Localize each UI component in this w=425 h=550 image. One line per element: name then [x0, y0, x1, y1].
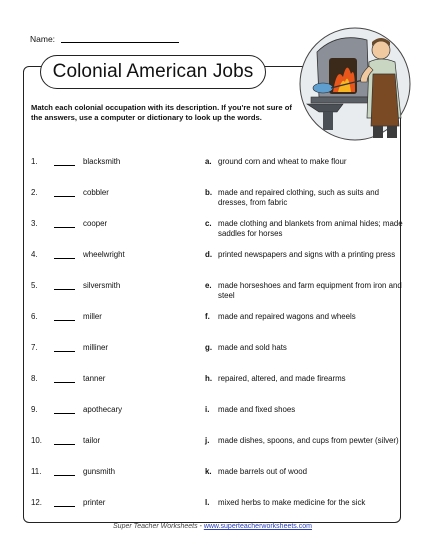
occupation-description: made and sold hats — [218, 343, 287, 352]
description-letter: j. — [205, 436, 210, 445]
answer-blank[interactable] — [54, 382, 75, 383]
list-item — [0, 219, 425, 241]
item-number: 9. — [31, 405, 38, 414]
item-number: 1. — [31, 157, 38, 166]
description-letter: k. — [205, 467, 212, 476]
occupation-description: made and repaired clothing, such as suits and dresses, from fabric — [218, 188, 379, 207]
description-letter: a. — [205, 157, 212, 166]
item-number: 8. — [31, 374, 38, 383]
answer-blank[interactable] — [54, 165, 75, 166]
occupation-name: wheelwright — [83, 250, 125, 259]
description-letter: d. — [205, 250, 213, 259]
footer-link[interactable]: www.superteacherworksheets.com — [203, 523, 312, 530]
occupation-name: cobbler — [83, 188, 109, 197]
item-number: 6. — [31, 312, 38, 321]
item-number: 12. — [31, 498, 42, 507]
occupation-name: blacksmith — [83, 157, 121, 166]
occupation-name: milliner — [83, 343, 108, 352]
answer-blank[interactable] — [54, 289, 75, 290]
occupation-name: tanner — [83, 374, 106, 383]
description-letter: i. — [205, 405, 210, 414]
description-letter: e. — [205, 281, 212, 290]
occupation-description: made dishes, spoons, and cups from pewter (silver) — [218, 436, 399, 445]
answer-blank[interactable] — [54, 351, 75, 352]
occupation-name: apothecary — [83, 405, 123, 414]
description-letter: g. — [205, 343, 213, 352]
occupation-description: made and repaired wagons and wheels — [218, 312, 356, 321]
answer-blank[interactable] — [54, 196, 75, 197]
name-blank-line[interactable] — [61, 42, 179, 43]
occupation-description: made clothing and blankets from animal hides; made saddles for horses — [218, 219, 403, 238]
answer-blank[interactable] — [54, 475, 75, 476]
footer-brand: Super Teacher Worksheets — [113, 523, 198, 530]
occupation-description: mixed herbs to make medicine for the sick — [218, 498, 366, 507]
answer-blank[interactable] — [54, 444, 75, 445]
occupation-description: ground corn and wheat to make flour — [218, 157, 347, 166]
list-item — [0, 436, 425, 458]
name-field — [30, 34, 179, 44]
occupation-name: printer — [83, 498, 106, 507]
list-item — [0, 281, 425, 303]
list-item — [0, 312, 425, 334]
list-item — [0, 188, 425, 210]
occupation-name: miller — [83, 312, 102, 321]
occupation-name: silversmith — [83, 281, 121, 290]
occupation-name: gunsmith — [83, 467, 116, 476]
instructions: Match each colonial occupation with its description. If you're not sure of the answers, use a computer or dictionary to look up the words. — [31, 103, 292, 122]
item-number: 4. — [31, 250, 38, 259]
answer-blank[interactable] — [54, 227, 75, 228]
list-item — [0, 467, 425, 489]
footer-separator: - — [197, 523, 204, 530]
page-title: Colonial American Jobs — [40, 55, 266, 89]
footer — [0, 523, 425, 530]
item-number: 3. — [31, 219, 38, 228]
occupation-name: tailor — [83, 436, 101, 445]
item-number: 7. — [31, 343, 38, 352]
item-number: 2. — [31, 188, 38, 197]
occupation-description: made horseshoes and farm equipment from iron and steel — [218, 281, 402, 300]
description-letter: l. — [205, 498, 210, 507]
occupation-description: repaired, altered, and made firearms — [218, 374, 346, 383]
item-number: 5. — [31, 281, 38, 290]
answer-blank[interactable] — [54, 320, 75, 321]
description-letter: h. — [205, 374, 213, 383]
list-item — [0, 250, 425, 272]
item-number: 10. — [31, 436, 42, 445]
list-item — [0, 343, 425, 365]
list-item — [0, 374, 425, 396]
blacksmith-illustration — [297, 22, 419, 142]
list-item — [0, 405, 425, 427]
list-item — [0, 157, 425, 179]
name-label: Name: — [30, 34, 56, 44]
item-number: 11. — [31, 467, 42, 476]
answer-blank[interactable] — [54, 506, 75, 507]
description-letter: c. — [205, 219, 212, 228]
occupation-name: cooper — [83, 219, 108, 228]
description-letter: b. — [205, 188, 213, 197]
occupation-description: printed newspapers and signs with a printing press — [218, 250, 396, 259]
description-letter: f. — [205, 312, 210, 321]
occupation-description: made barrels out of wood — [218, 467, 308, 476]
occupation-description: made and fixed shoes — [218, 405, 296, 414]
list-item — [0, 498, 425, 520]
answer-blank[interactable] — [54, 413, 75, 414]
answer-blank[interactable] — [54, 258, 75, 259]
